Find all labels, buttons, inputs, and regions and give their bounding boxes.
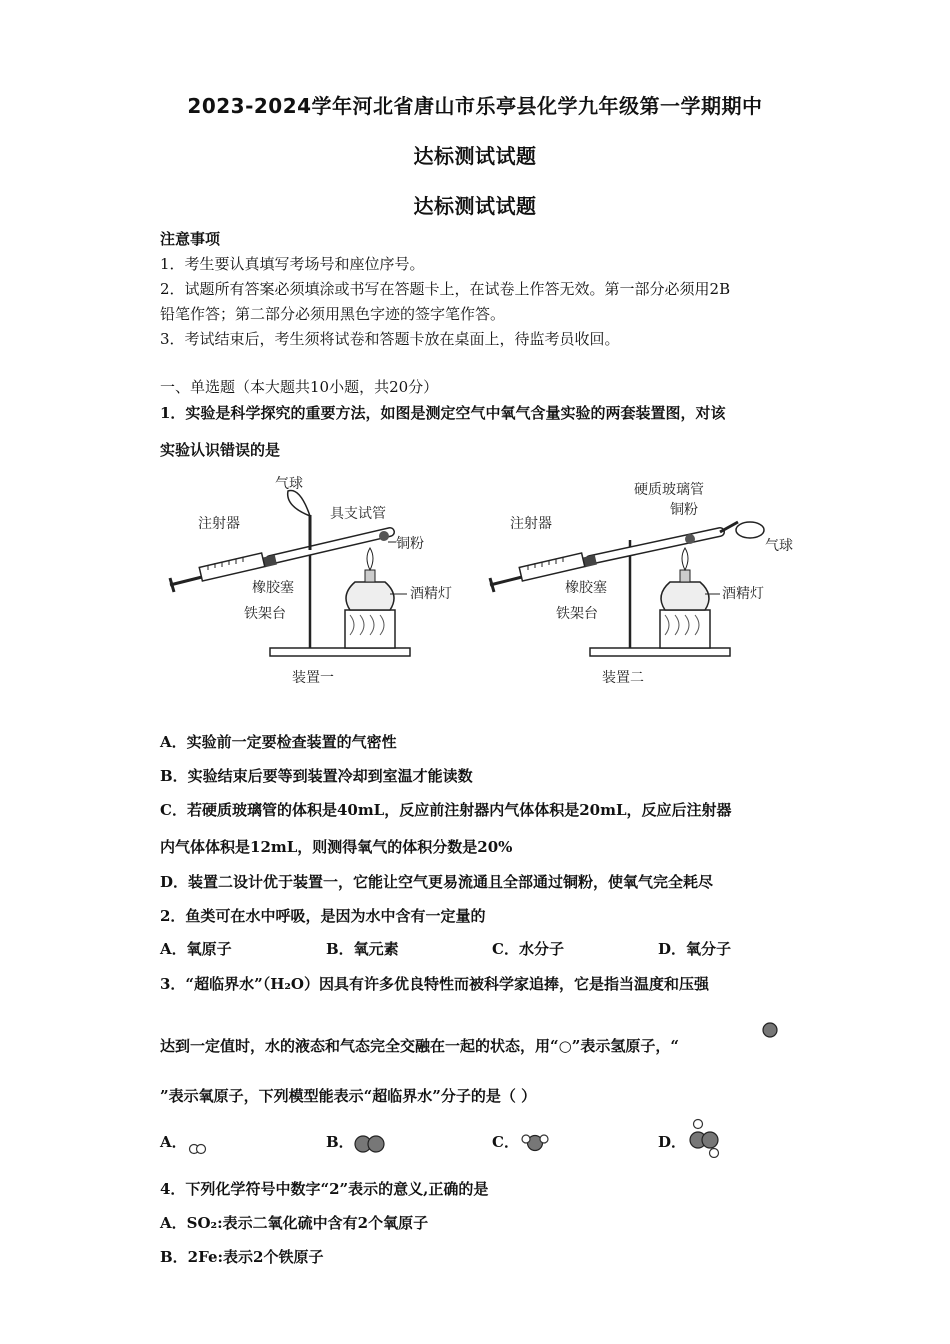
device1-label-stopper: 橡胶塞 [252, 580, 294, 596]
q3-option-c-label: C． [492, 1133, 519, 1151]
q3-model-d-icon [684, 1116, 724, 1158]
q2-option-c: C．水分子 [492, 940, 564, 958]
device2-label-syringe: 注射器 [510, 516, 552, 532]
device1-caption: 装置一 [292, 670, 334, 686]
notice-item-3: 3．考试结束后，考生须将试卷和答题卡放在桌面上，待监考员收回。 [160, 330, 620, 348]
q2-option-b: B．氧元素 [326, 940, 399, 958]
notice-item-1: 1．考生要认真填写考场号和座位序号。 [160, 255, 425, 273]
device2-label-copper: 铜粉 [670, 502, 698, 518]
q3-stem-line2: 达到一定值时，水的液态和气态完全交融在一起的状态，用“○”表示氢原子，“ [160, 1037, 679, 1055]
device1-balloon [288, 491, 310, 516]
device2-label-balloon: 气球 [765, 538, 793, 554]
device2-copper-powder [685, 534, 695, 544]
device1-label-copper: 铜粉 [396, 536, 424, 552]
q1-apparatus-figure [160, 470, 800, 700]
q3-model-b-icon [352, 1132, 388, 1156]
q1-option-c-line2: 内气体体积是12mL，则测得氧气的体积分数是20% [160, 838, 513, 856]
q3-stem-line3: ”表示氧原子，下列模型能表示“超临界水”分子的是（ ） [160, 1087, 537, 1105]
device2-label-lamp: 酒精灯 [722, 586, 764, 602]
q2-stem: 2．鱼类可在水中呼吸，是因为水中含有一定量的 [160, 907, 486, 925]
q3-option-a-label: A． [160, 1133, 187, 1151]
device2-syringe [519, 553, 585, 581]
oxygen-atom-legend-icon [760, 1020, 780, 1040]
page-title-line3: 达标测试试题 [413, 194, 537, 218]
q1-option-a: A．实验前一定要检查装置的气密性 [160, 733, 397, 751]
q1-option-b: B．实验结束后要等到装置冷却到室温才能读数 [160, 767, 473, 785]
device2-label-glass-tube: 硬质玻璃管 [634, 482, 704, 498]
section-heading: 一、单选题（本大题共10小题，共20分） [160, 378, 439, 396]
device1-copper-powder [379, 531, 389, 541]
device1-label-balloon: 气球 [275, 476, 303, 492]
q4-option-a: A．SO₂:表示二氧化硫中含有2个氧原子 [160, 1214, 429, 1232]
device1-label-side-tube: 具支试管 [330, 506, 386, 522]
q1-option-c-line1: C．若硬质玻璃管的体积是40mL，反应前注射器内气体体积是20mL，反应后注射器 [160, 801, 732, 819]
notice-item-2: 2．试题所有答案必须填涂或书写在答题卡上，在试卷上作答无效。第一部分必须用2B [160, 280, 731, 298]
device1-label-lamp: 酒精灯 [410, 586, 452, 602]
q1-stem-line1: 1．实验是科学探究的重要方法，如图是测定空气中氧气含量实验的两套装置图，对该 [160, 404, 726, 422]
q2-option-d: D．氧分子 [658, 940, 732, 958]
device-one-drawing [170, 476, 452, 686]
q1-option-d: D．装置二设计优于装置一，它能让空气更易流通且全部通过铜粉，使氧气完全耗尽 [160, 873, 714, 891]
device1-syringe [199, 553, 265, 581]
device1-label-stand: 铁架台 [244, 606, 286, 622]
device1-label-syringe: 注射器 [198, 516, 240, 532]
q4-stem: 4．下列化学符号中数字“2”表示的意义,正确的是 [160, 1180, 489, 1198]
q1-stem-line2: 实验认识错误的是 [160, 441, 281, 459]
q3-stem-line1: 3．“超临界水”（H₂O）因具有许多优良特性而被科学家追捧，它是指当温度和压强 [160, 975, 710, 993]
device-two-drawing [490, 481, 793, 686]
page-title-line2: 达标测试试题 [413, 144, 537, 168]
q3-option-b-label: B． [326, 1133, 354, 1151]
notice-item-2-cont: 铅笔作答；第二部分必须用黑色字迹的签字笔作答。 [160, 305, 506, 323]
notice-heading: 注意事项 [160, 230, 221, 248]
device2-stand-base [590, 648, 730, 656]
device2-balloon [736, 522, 764, 538]
device1-alcohol-lamp [346, 582, 394, 610]
page-title-line1: 2023-2024学年河北省唐山市乐亭县化学九年级第一学期期中 [187, 94, 763, 118]
device2-alcohol-lamp [661, 582, 709, 610]
q3-model-a-icon [186, 1140, 210, 1156]
device2-label-stand: 铁架台 [556, 606, 598, 622]
q2-option-a: A．氧原子 [160, 940, 232, 958]
device2-label-stopper: 橡胶塞 [565, 580, 607, 596]
device2-caption: 装置二 [602, 670, 644, 686]
q3-option-d-label: D． [658, 1133, 687, 1151]
device1-stand-base [270, 648, 410, 656]
q3-model-c-icon [518, 1131, 552, 1155]
q4-option-b: B．2Fe:表示2个铁原子 [160, 1248, 324, 1266]
